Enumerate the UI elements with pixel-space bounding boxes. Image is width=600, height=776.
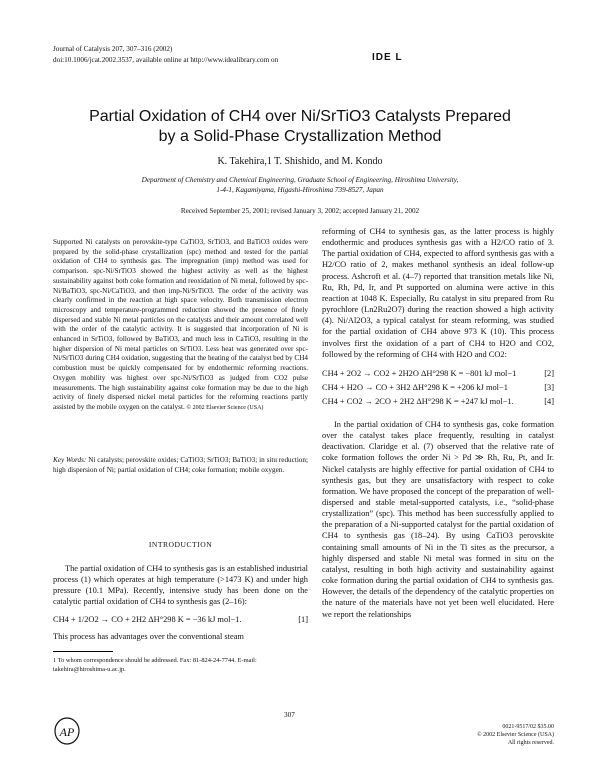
equation-1-number: [1] <box>298 614 308 624</box>
title-line-2: by a Solid-Phase Crystallization Method <box>158 128 442 145</box>
publisher-logo <box>53 716 81 751</box>
title-line-1: Partial Oxidation of CH4 over Ni/SrTiO3 Catalysts Prepared <box>89 108 511 125</box>
equation-2 <box>322 368 554 379</box>
right-paragraph-1: reforming of CH4 to synthesis gas, as the latter process is highly endothermic and produces synthesis gas with a H2/CO ratio of 3. The partial oxidation of CH4, expected to afford synthesis gas with a H2/CO ratio of 2, makes methanol synthesis an ideal follow-up process. Ashcroft et al. (4–7) reported that transition metals like Ni, Ru, Rh, Pd, Ir, and Pt supported on alumina were active in this reaction at 1048 K. Especially, Ru catalyst in situ prepared from Ru pyrochlore (Ln2Ru2O7) during the reaction showed a high activity (4). Ni/Al2O3, a typical catalyst for steam reforming, was studied for the partial oxidation of CH4 above 973 K (10). This process involves first the oxidation of a part of CH4 to H2O and CO2, followed by the reforming of CH4 with H2O and CO2: <box>322 227 554 359</box>
authors: K. Takehira,1 T. Shishido, and M. Kondo <box>217 156 383 167</box>
copyright-block <box>460 723 554 747</box>
keywords-text: Ni catalysts; perovskite oxides; CaTiO3; SrTiO3; BaTiO3; in situ reduction; high dispersion of Ni; partial oxidation of CH4; coke formation; mobile oxygen. <box>53 456 308 474</box>
received-dates: Received September 25, 2001; revised January 3, 2002; accepted January 21, 2002 <box>180 207 420 215</box>
affiliation-line-2: 1-4-1, Kagamiyama, Higashi-Hiroshima 739-8527, Japan <box>216 186 384 194</box>
intro-paragraph-1: The partial oxidation of CH4 to synthesis gas is an established industrial process (1) which operates at high temperature (>1473 K) and under high pressure (10.1 MPa). Recently, intensive study has been done on the catalytic partial oxidation of CH4 to synthesis gas (2–16): <box>53 564 308 607</box>
affiliation-line-1: Department of Chemistry and Chemical Engineering, Graduate School of Engineering, Hiroshima University, <box>141 176 459 184</box>
copyright-line-3: All rights reserved. <box>507 740 554 746</box>
ideal-logo: IDE L <box>372 52 403 63</box>
copyright-line-2: © 2002 Elsevier Science (USA) <box>477 732 554 738</box>
equation-1-text: CH4 + 1/2O2 → CO + 2H2 ΔH°298 K = −36 kJ mol−1. <box>53 614 242 624</box>
equation-3-text: CH4 + H2O → CO + 3H2 ΔH°298 K = +206 kJ mol−1 <box>322 382 508 392</box>
equation-3-number: [3] <box>544 382 554 392</box>
equation-1 <box>53 614 308 625</box>
intro-paragraph-2: This process has advantages over the conventional steam <box>53 631 244 641</box>
ap-logo-text: AP <box>59 725 75 739</box>
copyright-line-1: 0021-9517/02 $35.00 <box>502 724 554 730</box>
equation-4 <box>322 396 554 407</box>
equation-4-number: [4] <box>544 396 554 406</box>
affiliation <box>80 175 520 195</box>
equation-3 <box>322 382 554 393</box>
abstract-text: Supported Ni catalysts on perovskite-type CaTiO3, SrTiO3, and BaTiO3 oxides were prepared by the solid-phase crystallization (spc) method and tested for the partial oxidation of CH4 to synthesis gas. The impregnation (imp) method was used for comparison. spc-Ni/SrTiO3 showed the highest activity as well as the highest sustainability against both coke formation and reoxidation of Ni metal, followed by spc-Ni/BaTiO3, spc-Ni/CaTiO3, and then imp-Ni/SrTiO3. The order of the activity was clearly confirmed in the reaction at high space velocity. Both transmission electron microscopy and temperature-programmed reduction showed the presence of finely dispersed and stable Ni metal particles on the catalysts and their amount correlated well with the order of the catalytic activity. It is suggested that incorporation of Ni is enhanced in SrTiO3, followed by BaTiO3, and much less in CaTiO3, resulting in the higher dispersion of Ni metal particles on SrTiO3. Less heat was generated over spc-Ni/SrTiO3 during CH4 oxidation, suggesting that the heating of the catalyst bed by CH4 combustion must be quickly compensated for by endothermic reforming reactions. Oxygen mobility was highest over spc-Ni/SrTiO3 as judged from CO2 pulse measurements. The high sustainability against coke formation may be due to the high activity of finely dispersed nickel metal particles for the reforming reactions partly assisted by the mobile oxygen on the catalyst. <box>53 238 308 411</box>
keywords-label: Key Words: <box>53 456 87 464</box>
equation-4-text: CH4 + CO2 → 2CO + 2H2 ΔH°298 K = +247 kJ mol−1. <box>322 396 514 406</box>
equation-2-number: [2] <box>544 368 554 378</box>
doi-line: doi:10.1006/jcat.2002.3537, available online at http://www.idealibrary.com on <box>53 55 279 64</box>
section-heading-introduction: INTRODUCTION <box>148 540 213 549</box>
ap-logo-icon <box>53 716 81 746</box>
abstract <box>53 238 308 414</box>
abstract-copyright: © 2002 Elsevier Science (USA) <box>186 404 264 411</box>
footnote: 1 To whom correspondence should be addressed. Fax: 81-824-24-7744. E-mail: takehira@hiroshima-u.ac.jp. <box>53 657 257 673</box>
introduction-body <box>53 563 308 642</box>
right-paragraph-2: In the partial oxidation of CH4 to synthesis gas, coke formation over the catalyst takes place frequently, resulting in catalyst deactivation. Claridge et al. (7) observed that the relative rate of coke formation follows the order Ni > Pd ≫ Rh, Ru, Pt, and Ir. Nickel catalysts are highly effective for partial oxidation of CH4 to synthesis gas, but they are unsatisfactory with respect to coke formation. We have proposed the concept of the preparation of well-dispersed and stable metal-supported catalysts, i.e., “solid-phase crystallization” (spc). This method has been successfully applied to the preparation of a Ni-supported catalyst for the partial oxidation of CH4 to synthesis gas (18–24). By using CaTiO3 perovskite containing small amounts of Ni in the Ti sites as the precursor, a highly dispersed and stable Ni metal was formed in situ on the catalyst, resulting in both high activity and sustainability against coke formation during the partial oxidation of CH4 to synthesis gas. However, the details of the dependency of the catalytic properties on the nature of the materials have not yet been well elucidated. Here we report the relationships <box>322 419 554 619</box>
right-column <box>322 226 554 620</box>
journal-citation: Journal of Catalysis 207, 307–316 (2002) <box>53 45 173 53</box>
equation-2-text: CH4 + 2O2 → CO2 + 2H2O ΔH°298 K = −801 kJ mol−1 <box>322 368 517 378</box>
journal-header <box>53 44 278 65</box>
footnote-rule <box>53 651 113 652</box>
keywords <box>53 456 308 475</box>
paper-title <box>60 107 540 147</box>
page-number: 307 <box>284 711 295 719</box>
